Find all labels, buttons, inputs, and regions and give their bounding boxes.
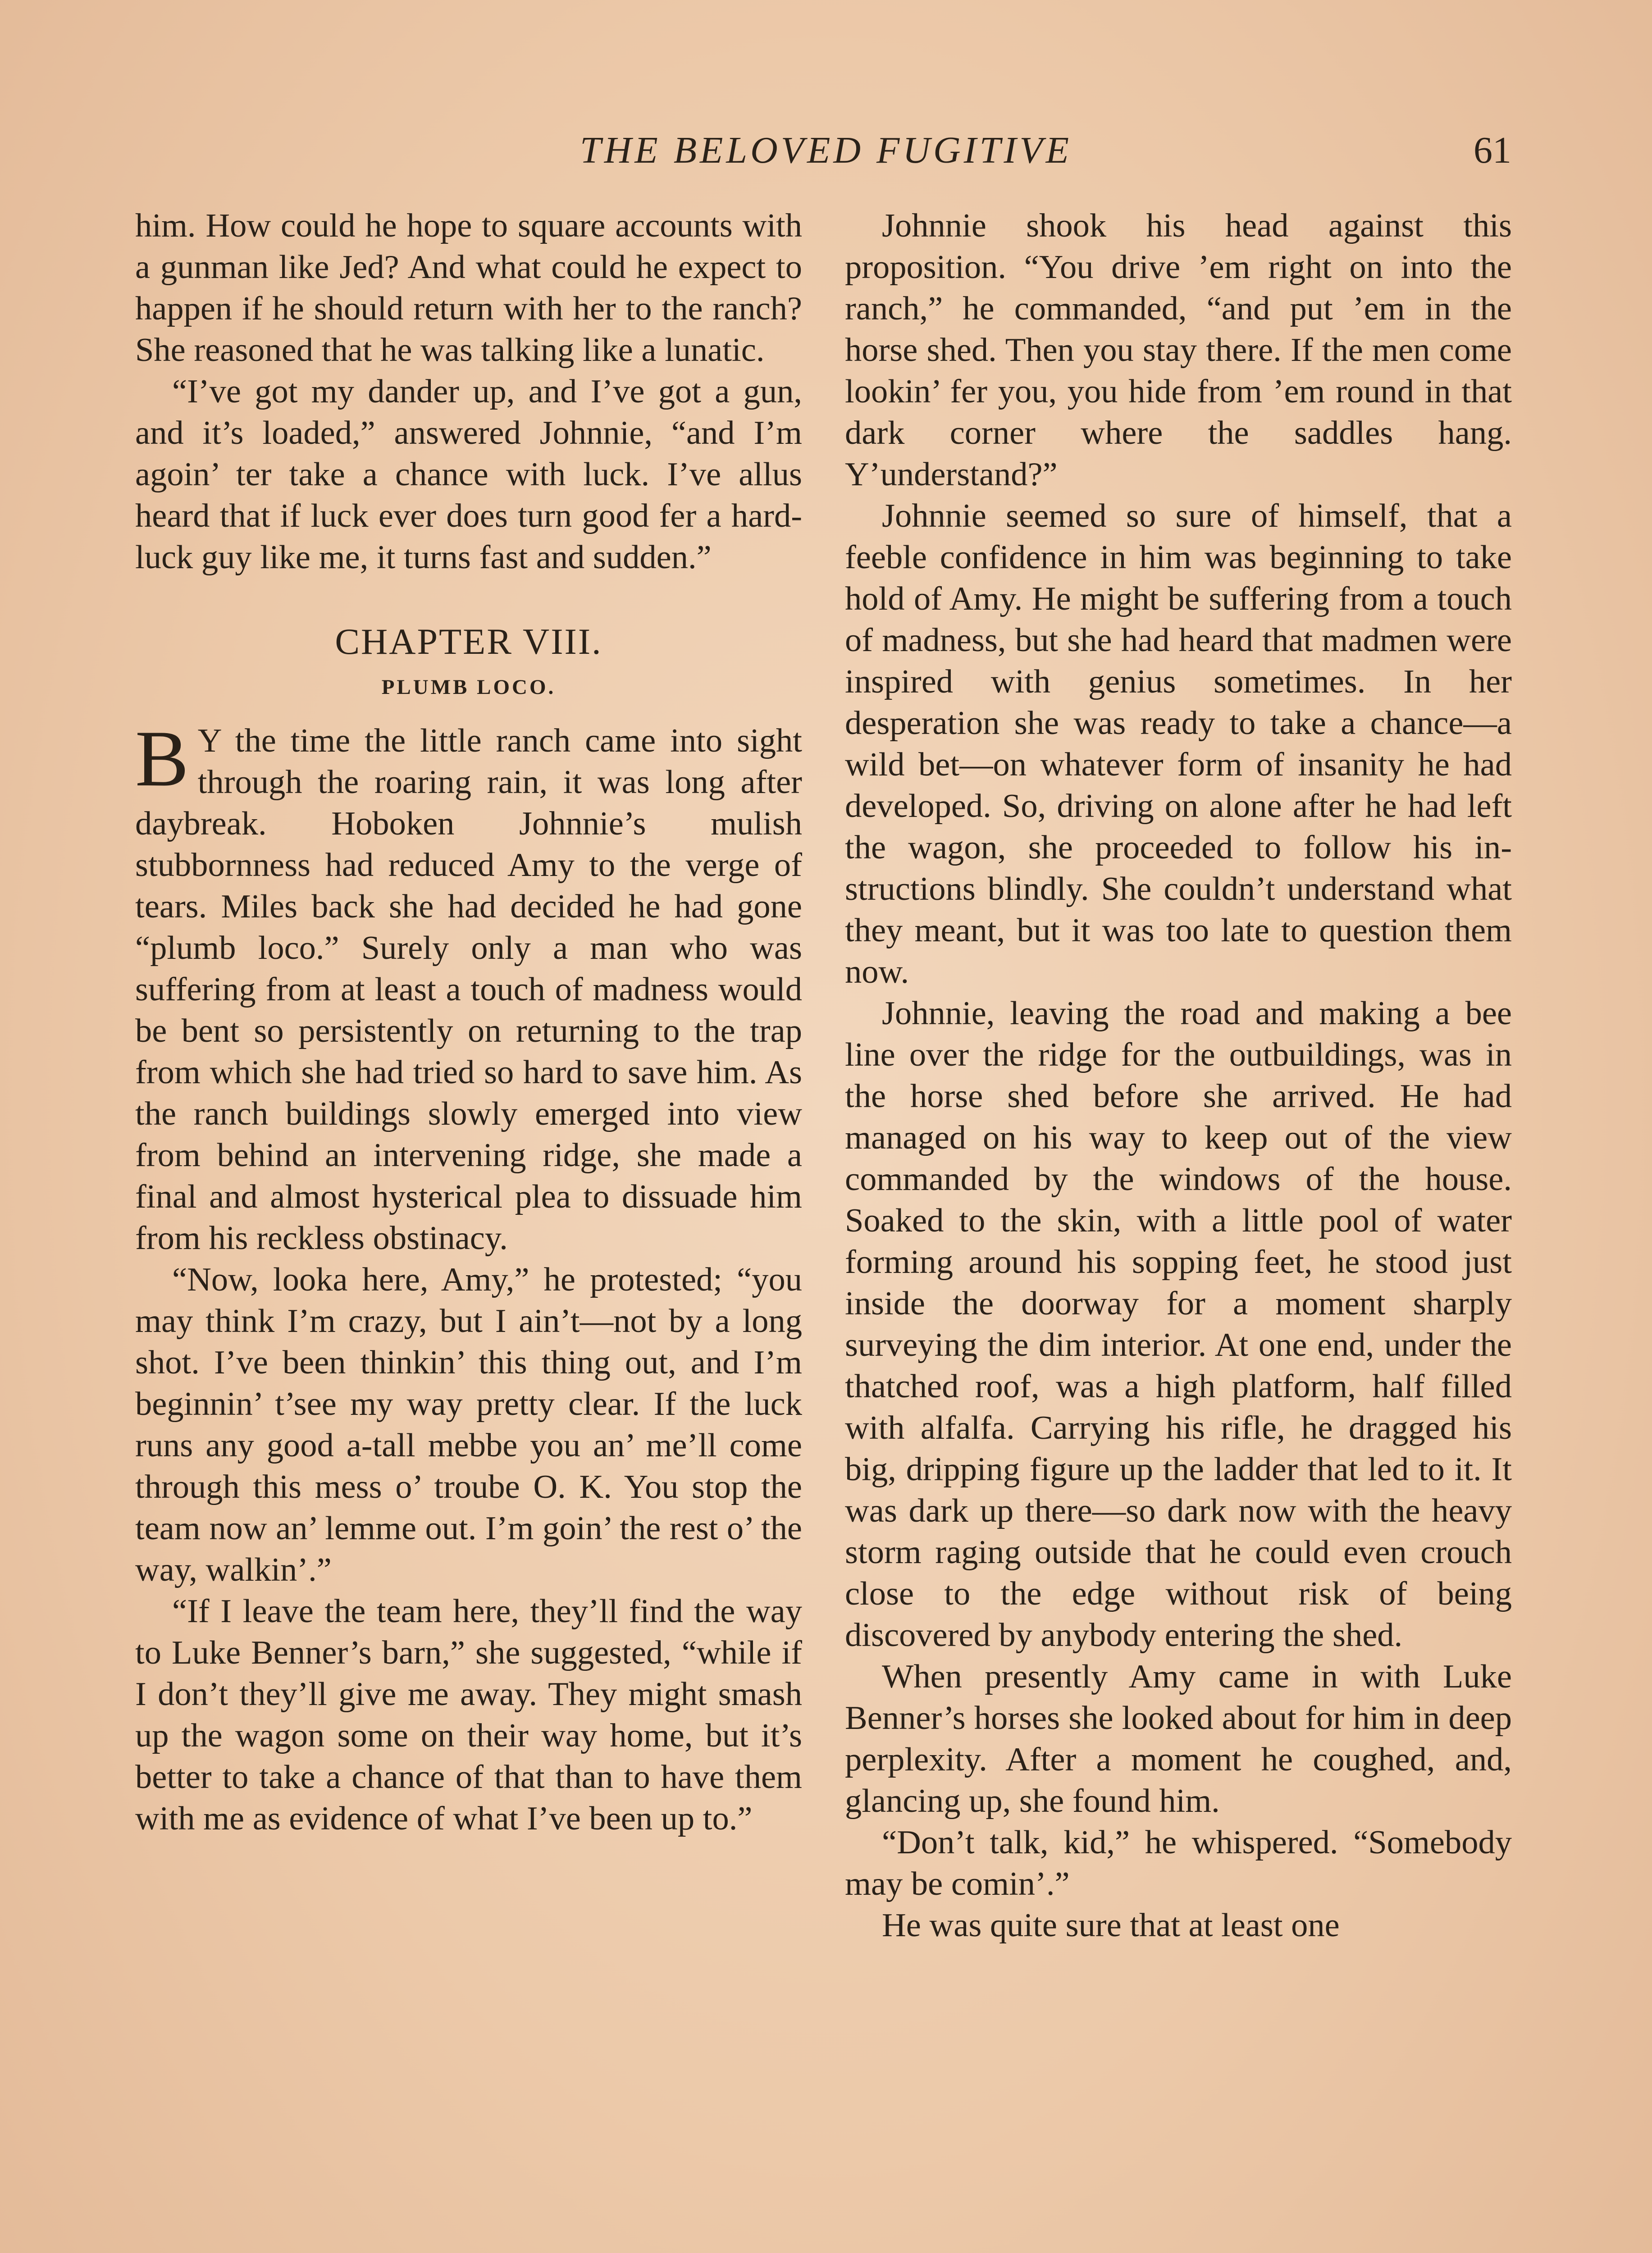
chapter-heading	[135, 621, 802, 703]
right-column	[845, 205, 1512, 1946]
chapter-subtitle: PLUMB LOCO.	[381, 675, 556, 699]
page-number: 61	[1474, 129, 1511, 171]
paragraph: “I’ve got my dander up, and I’ve got a gun, and it’s loaded,” answered Johnnie, “and I’m agoin’ ter take a chance with luck. I’ve allus heard that if luck ever does turn good fer a hard-luck guy like me, it turns fast and sudden.”	[135, 373, 802, 576]
paragraph: “Don’t talk, kid,” he whispered. “Somebody may be comin’.”	[845, 1824, 1512, 1902]
paragraph: him. How could he hope to square accounts with a gunman like Jed? And what could he expect to happen if he should return with her to the ranch? She reasoned that he was talking like a lunatic.	[135, 207, 802, 369]
running-title: THE BELOVED FUGITIVE	[580, 129, 1072, 171]
chapter-title: CHAPTER VIII.	[335, 621, 602, 662]
paragraph: Johnnie shook his head against this proposition. “You drive ’em right on into the ranch,” he commanded, “and put ’em in the horse shed. Then you stay there. If the men come lookin’ fer you, you hide from ’em round in that dark corner where the saddles hang. Y’understand?”	[845, 207, 1512, 493]
left-column	[135, 205, 802, 1839]
paragraph: “If I leave the team here, they’ll find the way to Luke Benner’s barn,” she suggested, “while if I don’t they’ll give me away. They might smash up the wagon some on their way home, but it’s better to take a chance of that than to have them with me as evidence of what I’ve been up to.”	[135, 1593, 802, 1837]
running-head	[0, 128, 1652, 178]
paragraph: When presently Amy came in with Luke Benner’s horses she looked about for him in deep perplexity. After a moment he coughed, and, glancing up, she found him.	[845, 1658, 1512, 1820]
paragraph: Johnnie, leaving the road and making a bee line over the ridge for the outbuildings, was in the horse shed before she arrived. He had managed on his way to keep out of the view commanded by the windows of the house. Soaked to the skin, with a little pool of water forming around his sopping feet, he stood just inside the doorway for a moment sharply surveying the dim interior. At one end, under the thatched roof, was a high platform, half filled with alfalfa. Carrying his rifle, he dragged his big, dripping figure up the ladder that led to it. It was dark up there—so dark now with the heavy storm raging outside that he could even crouch close to the edge without risk of being discovered by anybody entering the shed.	[845, 995, 1512, 1654]
paragraph: He was quite sure that at least one	[882, 1907, 1340, 1944]
opening-paragraph	[135, 714, 802, 1259]
paragraph: “Now, looka here, Amy,” he protested; “you may think I’m crazy, but I ain’t—not by a long shot. I’ve been thinkin’ this thing out, and I’m beginnin’ t’see my way pretty clear. If the luck runs any good a-tall mebbe you an’ me’ll come through this mess o’ troube O. K. You stop the team now an’ lemme out. I’m goin’ the rest o’ the way, walkin’.”	[135, 1261, 802, 1588]
paragraph: Johnnie seemed so sure of himself, that a feeble confidence in him was beginning to take hold of Amy. He might be suffering from a touch of madness, but she had heard that madmen were inspired with genius sometimes. In her desperation she was ready to take a chance—a wild bet—on whatever form of insanity he had developed. So, driving on alone after he had left the wagon, she proceeded to follow his instructions blindly. She couldn’t understand what they meant, but it was too late to question them now.	[845, 497, 1512, 990]
opening-paragraph-text: Y the time the little ranch came into sight through the roaring rain, it was long after daybreak. Hoboken Johnnie’s mulish stubbornness had reduced Amy to the verge of tears. Miles back she had decided he had gone “plumb loco.” Surely only a man who was suffering from at least a touch of madness would be bent so persistently on returning to the trap from which she had tried so hard to save him. As the ranch buildings slowly emerged into view from behind an intervening ridge, she made a final and almost hysterical plea to dissuade him from his reckless obstinacy.	[135, 722, 802, 1257]
drop-cap: B	[135, 714, 189, 803]
